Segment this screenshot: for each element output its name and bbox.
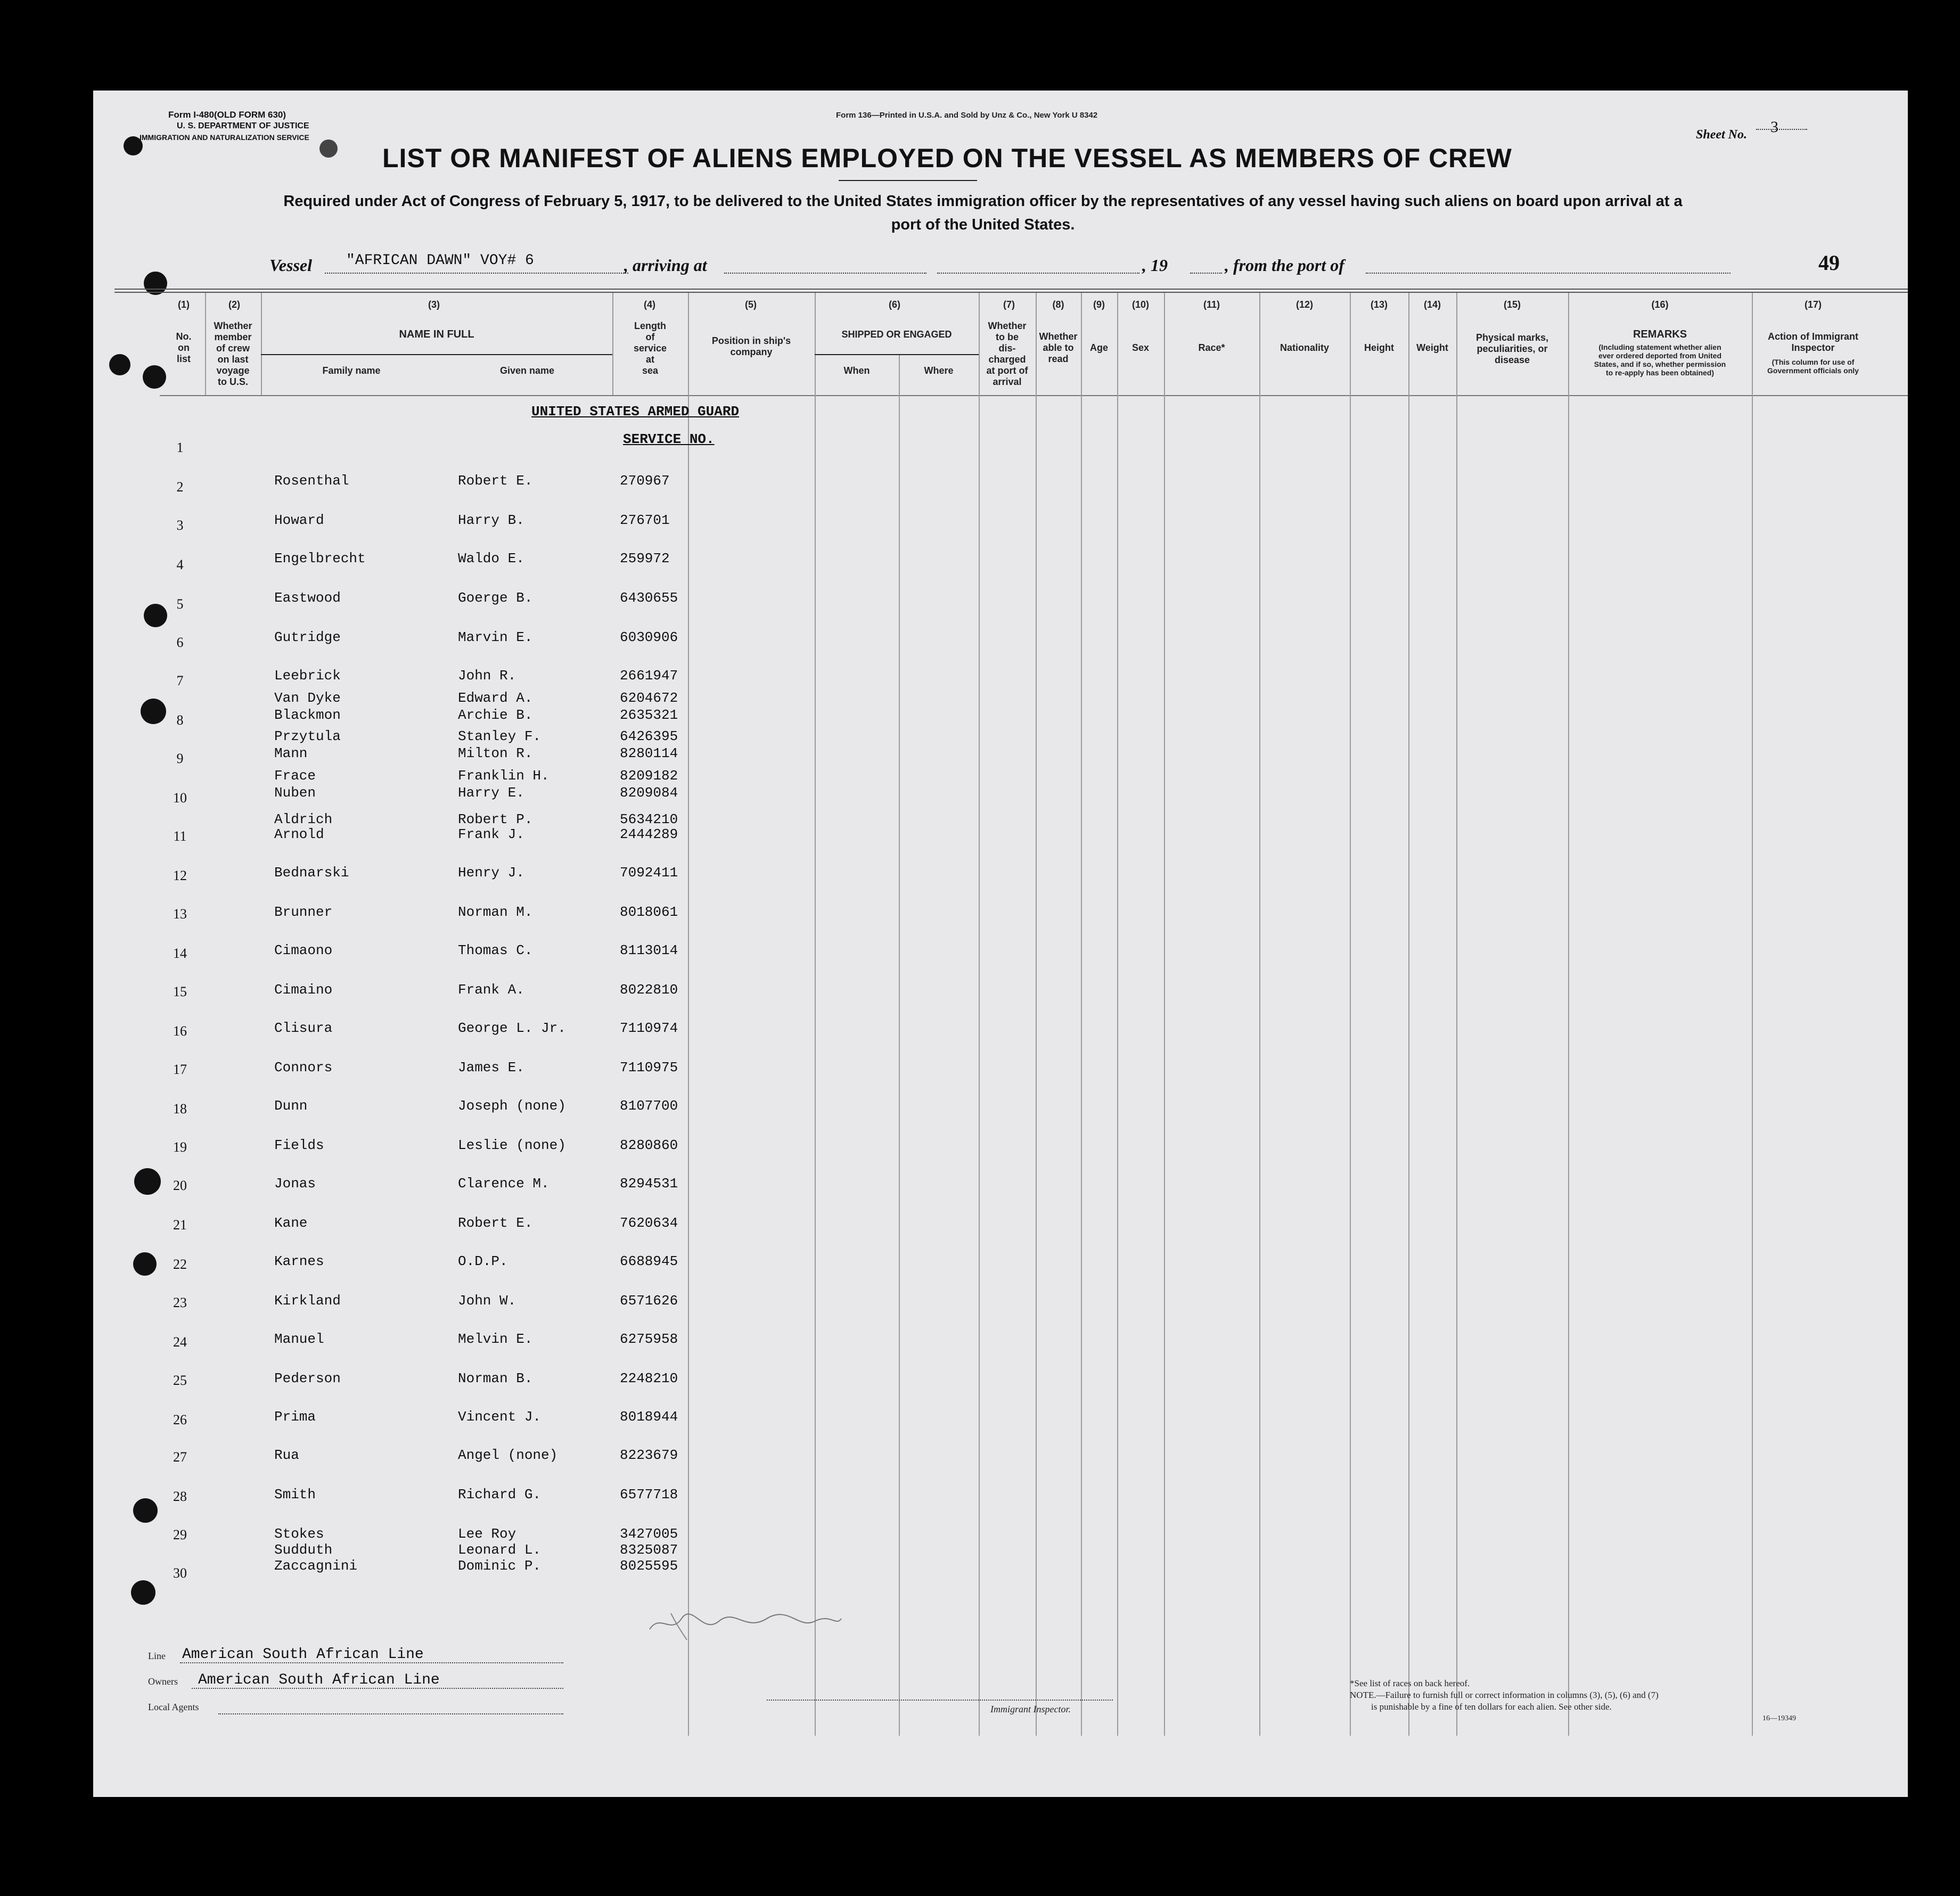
header-remarks: REMARKS: [1633, 329, 1687, 340]
given-name: Frank J.: [458, 826, 524, 842]
printer-line: Form 136—Printed in U.S.A. and Sold by Unz & Co., New York U 8342: [836, 111, 1098, 120]
line-label: Line: [148, 1651, 166, 1661]
column-rule: [979, 293, 980, 1736]
column-rule: [688, 293, 689, 1736]
header-line: to U.S.: [218, 376, 248, 387]
row-number: 28: [173, 1489, 187, 1504]
header-weight: Weight: [1416, 342, 1448, 353]
given-name: Waldo E.: [458, 551, 524, 567]
service-number-heading: SERVICE NO.: [623, 431, 715, 447]
column-number: (3): [428, 299, 440, 310]
row-number: 16: [173, 1023, 187, 1039]
port-field: [1366, 273, 1731, 274]
header-line: on: [178, 342, 190, 353]
header-line: at port of: [986, 365, 1028, 376]
family-name: Howard: [274, 512, 324, 528]
header-top-rule: [114, 289, 1908, 290]
given-name: Vincent J.: [458, 1409, 542, 1425]
row-number: 19: [173, 1139, 187, 1155]
port-label: , from the port of: [1225, 256, 1344, 275]
column-rule: [1752, 293, 1753, 1736]
owners-value: American South African Line: [198, 1672, 440, 1688]
given-name: Robert E.: [458, 473, 533, 489]
service-number: 8018061: [620, 904, 678, 920]
family-name: Rua: [274, 1447, 299, 1463]
service-number: 8209084: [620, 785, 678, 801]
column-number: (4): [644, 299, 655, 310]
service-number: 6571626: [620, 1293, 678, 1309]
family-name: Manuel: [274, 1331, 324, 1347]
line-value: American South African Line: [182, 1646, 424, 1663]
service-number: 7110974: [620, 1020, 678, 1036]
family-name: Cimaino: [274, 982, 333, 998]
family-name: Connors: [274, 1060, 333, 1076]
column-number: (2): [228, 299, 240, 310]
punch-hole: [131, 1580, 155, 1605]
header-member-of-crew: [205, 321, 261, 388]
header-line: Inspector: [1791, 342, 1835, 353]
family-name: Frace: [274, 768, 316, 784]
header-race: Race*: [1198, 342, 1225, 353]
row-number: 20: [173, 1178, 187, 1193]
given-name: Harry E.: [458, 785, 524, 801]
family-name: Nuben: [274, 785, 316, 801]
header-when: When: [843, 365, 870, 376]
given-name: Dominic P.: [458, 1558, 542, 1574]
service-number: 2248210: [620, 1370, 678, 1386]
given-name: Robert E.: [458, 1215, 533, 1231]
header-line: list: [176, 354, 191, 364]
row-number: 30: [173, 1565, 187, 1581]
given-name: Archie B.: [458, 707, 533, 723]
row-number: 8: [176, 712, 184, 728]
arrival-date-field: [937, 273, 1139, 274]
row-number: 4: [176, 557, 184, 572]
given-name: Henry J.: [458, 865, 524, 881]
header-line: sea: [642, 365, 659, 376]
family-name: Karnes: [274, 1253, 324, 1269]
header-line: of: [645, 332, 655, 342]
family-name: Engelbrecht: [274, 551, 366, 567]
service-number: 7620634: [620, 1215, 678, 1231]
shipped-rule: [815, 354, 979, 355]
given-name: Leslie (none): [458, 1137, 566, 1153]
family-name: Cimaono: [274, 942, 333, 958]
vessel-field: [325, 273, 628, 274]
family-name: Zaccagnini: [274, 1558, 358, 1574]
header-line: able to: [1043, 342, 1074, 353]
given-name: George L. Jr.: [458, 1020, 566, 1036]
family-name: Aldrich: [274, 811, 333, 827]
service-number: 8280860: [620, 1137, 678, 1153]
header-line: read: [1048, 354, 1069, 364]
manifest-title: LIST OR MANIFEST OF ALIENS EMPLOYED ON THE VESSEL AS MEMBERS OF CREW: [382, 143, 1512, 173]
family-name: Kane: [274, 1215, 308, 1231]
family-name: Van Dyke: [274, 690, 341, 706]
form-number: Form I-480(OLD FORM 630): [168, 110, 286, 120]
service-number: 8113014: [620, 942, 678, 958]
header-line: (Including statement whether alien: [1598, 343, 1721, 351]
given-name: Harry B.: [458, 512, 524, 528]
family-name: Blackmon: [274, 707, 341, 723]
family-name: Leebrick: [274, 668, 341, 684]
family-name: Stokes: [274, 1526, 324, 1542]
failure-note: NOTE.—Failure to furnish full or correct information in columns (3), (5), (6) and (7): [1350, 1690, 1659, 1700]
service-number: 8294531: [620, 1176, 678, 1192]
header-line: Government officials only: [1767, 366, 1859, 375]
column-number: (10): [1131, 299, 1149, 310]
header-line: service: [633, 343, 667, 354]
family-name: Bednarski: [274, 865, 349, 881]
given-name: John R.: [458, 668, 516, 684]
service-name: IMMIGRATION AND NATURALIZATION SERVICE: [140, 133, 309, 142]
given-name: Thomas C.: [458, 942, 533, 958]
column-number: (7): [1003, 299, 1015, 310]
column-number: (1): [178, 299, 190, 310]
header-line: States, and if so, whether permission: [1594, 360, 1726, 368]
column-number: (9): [1093, 299, 1105, 310]
header-line: (This column for use of: [1772, 358, 1855, 366]
header-no-on-list: [162, 331, 205, 365]
service-number: 2444289: [620, 826, 678, 842]
column-rule: [1456, 293, 1457, 1736]
header-physical-marks: [1456, 332, 1568, 366]
family-name: Fields: [274, 1137, 324, 1153]
sheet-number: 3: [1770, 118, 1778, 136]
row-number: 1: [176, 440, 184, 455]
local-agents-label: Local Agents: [148, 1702, 199, 1712]
header-height: Height: [1364, 342, 1394, 353]
service-number: 8209182: [620, 768, 678, 784]
fine-note: is punishable by a fine of ten dollars for each alien. See other side.: [1371, 1702, 1612, 1712]
given-name: Frank A.: [458, 982, 524, 998]
year-label: , 19: [1142, 256, 1168, 275]
department-name: U. S. DEPARTMENT OF JUSTICE: [177, 121, 309, 130]
service-number: 2661947: [620, 668, 678, 684]
page-number: 49: [1818, 251, 1840, 275]
row-number: 23: [173, 1295, 187, 1310]
punch-hole: [109, 354, 130, 375]
header-line: disease: [1494, 355, 1530, 365]
header-line: charged: [988, 354, 1026, 365]
row-number: 3: [176, 518, 184, 533]
family-name: Rosenthal: [274, 473, 349, 489]
column-rule: [1081, 293, 1082, 1736]
subtitle-line-1: Required under Act of Congress of February 5, 1917, to be delivered to the United States immigration officer by the representatives of any vessel having such aliens on board upon arrival at a: [283, 193, 1683, 210]
row-number: 22: [173, 1257, 187, 1272]
service-number: 8018944: [620, 1409, 678, 1425]
row-number: 27: [173, 1449, 187, 1465]
family-name: Dunn: [274, 1098, 308, 1114]
family-name: Pederson: [274, 1370, 341, 1386]
column-rule: [1259, 293, 1260, 1736]
service-number: 6688945: [620, 1253, 678, 1269]
given-name: Edward A.: [458, 690, 533, 706]
service-number: 259972: [620, 551, 670, 567]
column-rule: [1164, 293, 1165, 1736]
family-name: Arnold: [274, 826, 324, 842]
given-name: Franklin H.: [458, 768, 550, 784]
service-number: 6577718: [620, 1487, 678, 1503]
service-number: 3427005: [620, 1526, 678, 1542]
header-line: Whether: [214, 321, 252, 331]
service-number: 8325087: [620, 1542, 678, 1558]
column-number: (17): [1804, 299, 1822, 310]
row-number: 18: [173, 1101, 187, 1117]
service-number: 7110975: [620, 1060, 678, 1076]
header-line: Length: [634, 321, 666, 331]
section-heading: UNITED STATES ARMED GUARD: [531, 404, 740, 420]
service-number: 6204672: [620, 690, 678, 706]
column-rule: [815, 293, 816, 1736]
header-line: Physical marks,: [1475, 332, 1549, 343]
service-number: 8025595: [620, 1558, 678, 1574]
family-name: Brunner: [274, 904, 333, 920]
vessel-label: Vessel: [269, 256, 312, 275]
family-name: Mann: [274, 745, 308, 761]
form-code: 16—19349: [1762, 1714, 1796, 1722]
header-line: Action of Immigrant: [1768, 331, 1858, 342]
column-rule: [1350, 293, 1351, 1736]
header-line: on last: [217, 354, 249, 365]
arriving-label: , arriving at: [624, 256, 707, 275]
year-field: [1190, 273, 1222, 274]
row-number: 29: [173, 1527, 187, 1542]
arriving-field: [724, 273, 926, 274]
given-name: Richard G.: [458, 1487, 542, 1503]
family-name: Smith: [274, 1487, 316, 1503]
column-number: (15): [1503, 299, 1521, 310]
inspector-signature-field: [767, 1700, 1113, 1701]
family-name: Clisura: [274, 1020, 333, 1036]
header-family-name: Family name: [322, 365, 381, 376]
family-name: Prima: [274, 1409, 316, 1425]
header-line: peculiarities, or: [1477, 343, 1548, 354]
header-line: ever ordered deported from United: [1598, 351, 1722, 360]
service-number: 6430655: [620, 590, 678, 606]
service-number: 8223679: [620, 1447, 678, 1463]
row-number: 5: [176, 596, 184, 612]
header-name-in-full: NAME IN FULL: [399, 329, 474, 340]
row-number: 14: [173, 946, 187, 961]
row-number: 10: [173, 790, 187, 806]
row-number: 17: [173, 1062, 187, 1077]
header-discharged: [979, 321, 1036, 388]
given-name: Goerge B.: [458, 590, 533, 606]
given-name: John W.: [458, 1293, 516, 1309]
given-name: Marvin E.: [458, 629, 533, 645]
service-number: 6426395: [620, 728, 678, 744]
given-name: Melvin E.: [458, 1331, 533, 1347]
header-able-to-read: [1036, 331, 1081, 365]
given-name: Joseph (none): [458, 1098, 566, 1114]
given-name: Norman M.: [458, 904, 533, 920]
header-line: Position in ship's: [711, 335, 791, 346]
owners-label: Owners: [148, 1676, 178, 1687]
column-rule: [1568, 293, 1569, 1736]
row-number: 9: [176, 751, 184, 766]
service-number: 6275958: [620, 1331, 678, 1347]
family-name: Gutridge: [274, 629, 341, 645]
family-name: Eastwood: [274, 590, 341, 606]
row-number: 25: [173, 1373, 187, 1388]
immigrant-inspector-label: Immigrant Inspector.: [990, 1704, 1071, 1714]
family-name: Przytula: [274, 728, 341, 744]
column-number: (8): [1052, 299, 1064, 310]
family-name: Sudduth: [274, 1542, 333, 1558]
sheet-number-field: [1756, 129, 1807, 130]
given-name: James E.: [458, 1060, 524, 1076]
header-line: to be: [996, 332, 1019, 342]
given-name: Angel (none): [458, 1447, 558, 1463]
header-line: arrival: [993, 376, 1022, 387]
header-position: [688, 335, 815, 358]
sheet-label: Sheet No.: [1696, 128, 1747, 142]
title-rule: [839, 180, 977, 181]
column-number: (14): [1423, 299, 1441, 310]
column-number: (12): [1295, 299, 1313, 310]
header-line: voyage: [216, 365, 250, 376]
row-number: 26: [173, 1412, 187, 1427]
vessel-name: "AFRICAN DAWN" VOY# 6: [346, 252, 534, 269]
service-number: 276701: [620, 512, 670, 528]
row-number: 15: [173, 984, 187, 999]
header-line: at: [645, 354, 654, 365]
service-number: 8107700: [620, 1098, 678, 1114]
header-action-note: [1752, 358, 1874, 375]
family-name: Jonas: [274, 1176, 316, 1192]
header-line: Whether: [1039, 331, 1078, 342]
given-name: O.D.P.: [458, 1253, 508, 1269]
service-number: 7092411: [620, 865, 678, 881]
column-rule: [1117, 293, 1118, 1736]
given-name: Robert P.: [458, 811, 533, 827]
given-name: Leonard L.: [458, 1542, 542, 1558]
service-number: 270967: [620, 473, 670, 489]
row-number: 21: [173, 1217, 187, 1233]
header-where: Where: [924, 365, 954, 376]
service-number: 5634210: [620, 811, 678, 827]
header-line: dis-: [998, 343, 1016, 354]
subtitle-line-2: port of the United States.: [891, 216, 1075, 233]
given-name: Clarence M.: [458, 1176, 550, 1192]
header-line: to re-apply has been obtained): [1605, 368, 1715, 377]
header-line: No.: [176, 331, 192, 342]
races-note: *See list of races on back hereof.: [1350, 1678, 1470, 1688]
signature: [639, 1603, 852, 1645]
header-action-of-inspector: [1752, 331, 1874, 354]
header-given-name: Given name: [499, 365, 555, 376]
column-number: (16): [1651, 299, 1669, 310]
header-bottom-rule: [160, 395, 1908, 396]
service-number: 8022810: [620, 982, 678, 998]
row-number: 24: [173, 1334, 187, 1350]
row-number: 13: [173, 906, 187, 922]
punch-hole: [143, 365, 166, 389]
family-name: Kirkland: [274, 1293, 341, 1309]
header-line: company: [730, 347, 773, 357]
row-number: 6: [176, 635, 184, 650]
given-name: Milton R.: [458, 745, 533, 761]
header-nationality: Nationality: [1280, 342, 1329, 353]
header-sex: Sex: [1131, 342, 1150, 353]
punch-hole: [319, 139, 338, 158]
column-rule: [1036, 293, 1037, 1736]
given-name: Lee Roy: [458, 1526, 516, 1542]
given-name: Norman B.: [458, 1370, 533, 1386]
column-rule: [1408, 293, 1409, 1736]
header-line: member: [214, 332, 252, 342]
service-number: 8280114: [620, 745, 678, 761]
header-shipped-or-engaged: SHIPPED OR ENGAGED: [841, 329, 952, 340]
service-number: 6030906: [620, 629, 678, 645]
column-rule: [899, 354, 900, 1736]
column-rule: [261, 293, 262, 395]
header-top-rule: [114, 292, 1908, 293]
column-number: (13): [1370, 299, 1388, 310]
column-number: (5): [745, 299, 757, 310]
header-line: Whether: [988, 321, 1027, 331]
header-line: of crew: [216, 343, 250, 354]
given-name: Stanley F.: [458, 728, 542, 744]
name-rule: [261, 354, 612, 355]
column-number: (6): [889, 299, 900, 310]
column-number: (11): [1203, 299, 1220, 310]
row-number: 7: [176, 673, 184, 688]
local-agents-field: [218, 1713, 563, 1714]
row-number: 2: [176, 479, 184, 495]
header-length-of-service: [612, 321, 688, 376]
row-number: 12: [173, 868, 187, 883]
row-number: 11: [173, 828, 187, 844]
header-remarks-note: [1568, 343, 1752, 377]
service-number: 2635321: [620, 707, 678, 723]
header-age: Age: [1089, 342, 1108, 353]
